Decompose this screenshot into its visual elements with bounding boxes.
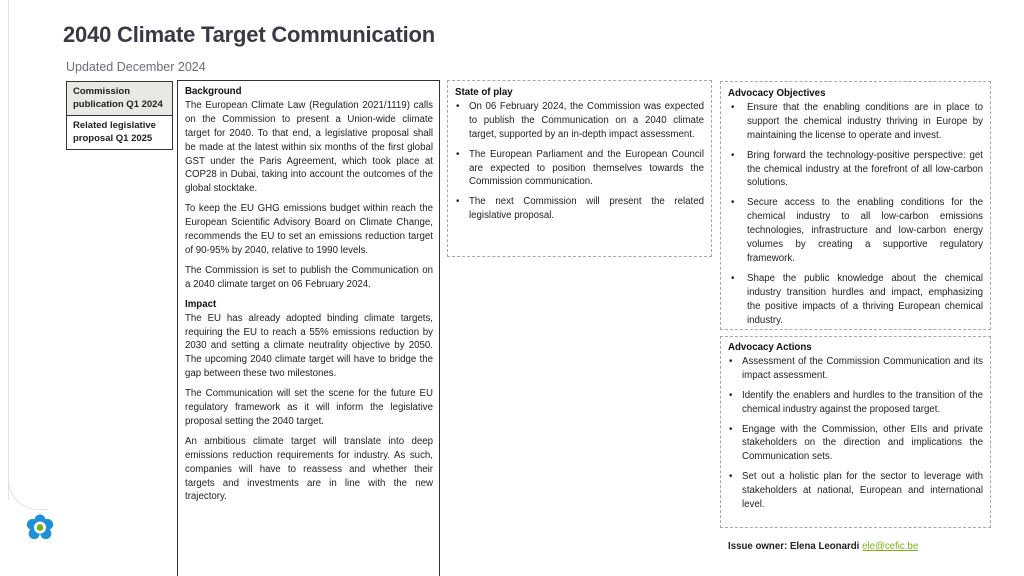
commission-publication-cell: Commission publication Q1 2024 (67, 82, 172, 116)
background-heading: Background (185, 86, 242, 97)
background-paragraph: The European Climate Law (Regulation 2021/1119) calls on the Commission to present a Union-wide climate target for 2040. To that end, a legislative proposal shall be made at the latest within six months of the first global GST under the Paris Agreement, which took place at COP28 in Dubai, taking into account the outcomes of the global stocktake. (185, 99, 433, 195)
impact-heading: Impact (185, 298, 217, 310)
list-item: • Bring forward the technology-positive perspective: get the chemical industry at the forefront of all low-carbon solutions. (728, 149, 983, 191)
issue-owner-label: Issue owner: Elena Leonardi (728, 541, 860, 552)
list-item: • On 06 February 2024, the Commission was expected to publish the Communication on a 2040 climate target, supported by an in-depth impact assessment. (455, 100, 704, 142)
flower-logo-icon (24, 512, 56, 544)
state-of-play-heading: State of play (455, 87, 513, 98)
impact-paragraph: The Communication will set the scene for the future EU regulatory framework as it will inform the legislative proposal setting the 2040 target. (185, 388, 433, 427)
legislative-proposal-cell: Related legislative proposal Q1 2025 (73, 120, 156, 144)
rail-curve (8, 470, 48, 510)
advocacy-objectives-heading: Advocacy Objectives (728, 88, 826, 99)
list-item: • Ensure that the enabling conditions are in place to support the chemical industry thriving in Europe by maintaining the license to operate and invest. (728, 101, 983, 143)
advocacy-actions-list (728, 355, 983, 512)
list-item: • Engage with the Commission, other EIIs and private stakeholders on the direction and implications the Communication sets. (728, 423, 983, 465)
list-item: • Identify the enablers and hurdles to the transition of the chemical industry against the proposed target. (728, 389, 983, 417)
rail-line (8, 0, 9, 500)
advocacy-actions-panel (720, 336, 991, 528)
advocacy-actions-heading: Advocacy Actions (728, 342, 812, 353)
timeline-box (66, 81, 173, 150)
impact-paragraph: The EU has already adopted binding climate targets, requiring the EU to reach a 55% emissions reduction by 2030 and setting a climate neutrality objective by 2050. The upcoming 2040 climate target will have to bridge the gap between these two milestones. (185, 312, 433, 380)
impact-paragraph: An ambitious climate target will translate into deep emissions reduction requirements for industry. As such, companies will have to reassess and whether their targets and investments are in line with the new trajectory. (185, 435, 433, 503)
list-item: • Set out a holistic plan for the sector to leverage with stakeholders at national, European and international level. (728, 470, 983, 512)
advocacy-objectives-list (728, 101, 983, 328)
list-item: • Assessment of the Commission Communication and its impact assessment. (728, 355, 983, 383)
background-paragraph: The Commission is set to publish the Communication on a 2040 climate target on 06 February 2024. (185, 264, 433, 290)
background-paragraph: To keep the EU GHG emissions budget within reach the European Scientific Advisory Board on Climate Change, recommends the EU to set an emissions reduction target of 90-95% by 2040, relative to 1990 levels. (185, 203, 433, 256)
list-item: • Shape the public knowledge about the chemical industry transition hurdles and impact, emphasizing the positive impacts of a thriving European chemical industry. (728, 272, 983, 328)
issue-owner (728, 541, 918, 552)
list-item: • Secure access to the enabling conditions for the chemical industry to all low-carbon emissions technologies, infrastructure and low-carbon energy volumes by creating a supportive regulatory framework. (728, 196, 983, 266)
issue-owner-email-link[interactable]: ele@cefic.be (862, 541, 919, 552)
background-panel (177, 80, 440, 576)
left-decoration (0, 0, 22, 576)
page-title: 2040 Climate Target Communication (63, 22, 435, 47)
state-of-play-list (455, 100, 704, 223)
list-item: • The European Parliament and the European Council are expected to position themselves towards the Commission communication. (455, 148, 704, 190)
page-subtitle: Updated December 2024 (66, 60, 206, 74)
state-of-play-panel (447, 80, 712, 257)
list-item: • The next Commission will present the related legislative proposal. (455, 195, 704, 223)
advocacy-objectives-panel (720, 81, 991, 330)
